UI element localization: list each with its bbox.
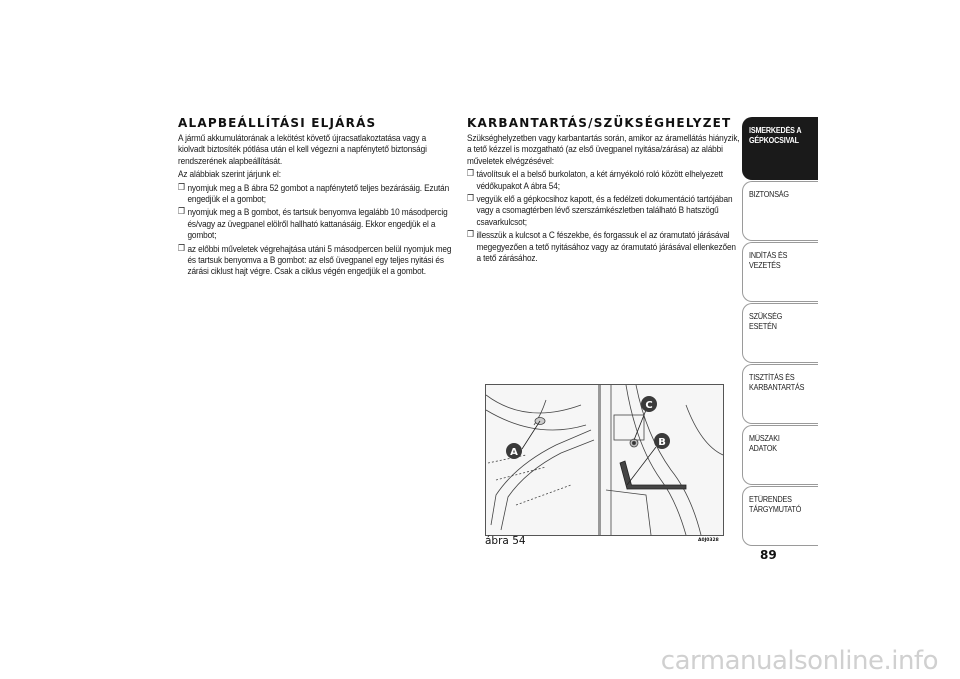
tab-care-maintenance[interactable]: TISZTÍTÁS ÉS KARBANTARTÁS xyxy=(742,364,818,424)
label-a: A xyxy=(510,447,518,458)
maintenance-text xyxy=(467,133,740,266)
list-item: ❒ az előbbi műveletek végrehajtása utáni 5 másodpercen belül nyomjuk meg és tartsuk benyomva a B gombot: az első üvegpanel egy teljes nyitási és zárási ciklust hajt végre. Csak a ciklus végén engedjük el a gombot. xyxy=(178,243,452,278)
tab-getting-to-know[interactable]: ISMERKEDÉS A GÉPKOCSIVAL xyxy=(742,117,818,180)
panel-divider xyxy=(598,385,601,535)
figure-54-illustration xyxy=(485,384,724,536)
tab-emergency[interactable]: SZÜKSÉG ESETÉN xyxy=(742,303,818,363)
checkbox-bullet-icon: ❒ xyxy=(467,194,474,205)
checkbox-bullet-icon: ❒ xyxy=(178,182,185,193)
step-list xyxy=(467,169,740,264)
paragraph: Az alábbiak szerint járjunk el: xyxy=(178,169,281,181)
checkbox-bullet-icon: ❒ xyxy=(467,230,474,241)
paragraph: A jármű akkumulátorának a lekötést követő újracsatlakoztatása vagy a kiolvadt biztosíték pótlása után el kell végezni a napfénytető biztonsági rendszerének alapbeállítását. xyxy=(178,133,427,167)
section-heading-reset: ALAPBEÁLLÍTÁSI ELJÁRÁS xyxy=(178,116,377,130)
label-c: C xyxy=(645,400,653,411)
list-item: ❒ nyomjuk meg a B ábra 52 gombot a napfénytető teljes bezárásáig. Ezután engedjük el a gombot; xyxy=(178,182,450,206)
reset-procedure-text xyxy=(178,133,451,280)
tab-technical-data[interactable]: MŰSZAKI ADATOK xyxy=(742,425,818,485)
sunroof-drawing xyxy=(486,385,723,535)
checkbox-bullet-icon: ❒ xyxy=(178,207,185,218)
roof-opening-drawing xyxy=(486,395,594,530)
figure-code: A0J0328 xyxy=(698,538,719,543)
tab-safety[interactable]: BIZTONSÁG xyxy=(742,181,818,241)
list-item: ❒ nyomjuk meg a B gombot, és tartsuk benyomva legalább 10 másodpercig és/vagy az üvegpanel elölről hallható kattanásáig. Ekkor engedjük el a gombot; xyxy=(178,207,448,242)
tab-starting-driving[interactable]: INDÍTÁS ÉS VEZETÉS xyxy=(742,242,818,302)
figure-caption: ábra 54 xyxy=(485,535,526,547)
step-list xyxy=(178,183,451,278)
list-item: ❒ illesszük a kulcsot a C fészekbe, és forgassuk el az óramutató járásával megegyezően a tető nyitásához vagy az óramutató járásával ellenkezően a tető zárásához. xyxy=(467,230,736,265)
rear-area-drawing xyxy=(606,385,723,535)
list-item: ❒ távolítsuk el a belső burkolaton, a két árnyékoló roló között elhelyezett védőkupakot A ábra 54; xyxy=(467,169,723,192)
page-number: 89 xyxy=(760,548,777,562)
label-b: B xyxy=(658,437,666,448)
checkbox-bullet-icon: ❒ xyxy=(178,243,185,254)
list-item: ❒ vegyük elő a gépkocsihoz kapott, és a fedélzeti dokumentáció tartójában vagy a csomagtérben lévő szerszámkészletben található B hatszögű csavarkulcsot; xyxy=(467,194,733,228)
section-heading-maintenance: KARBANTARTÁS/SZÜKSÉGHELYZET xyxy=(467,116,732,130)
watermark: carmanualsonline.info xyxy=(660,646,938,676)
tab-index[interactable]: ETŰRENDES TÁRGYMUTATÓ xyxy=(742,486,818,546)
checkbox-bullet-icon: ❒ xyxy=(467,169,474,180)
paragraph: Szükséghelyzetben vagy karbantartás során, amikor az áramellátás hiányzik, a tető kézzel is mozgatható (az első üvegpanel nyitása/zárása) az alábbi műveletek elvégzésével: xyxy=(467,133,740,167)
